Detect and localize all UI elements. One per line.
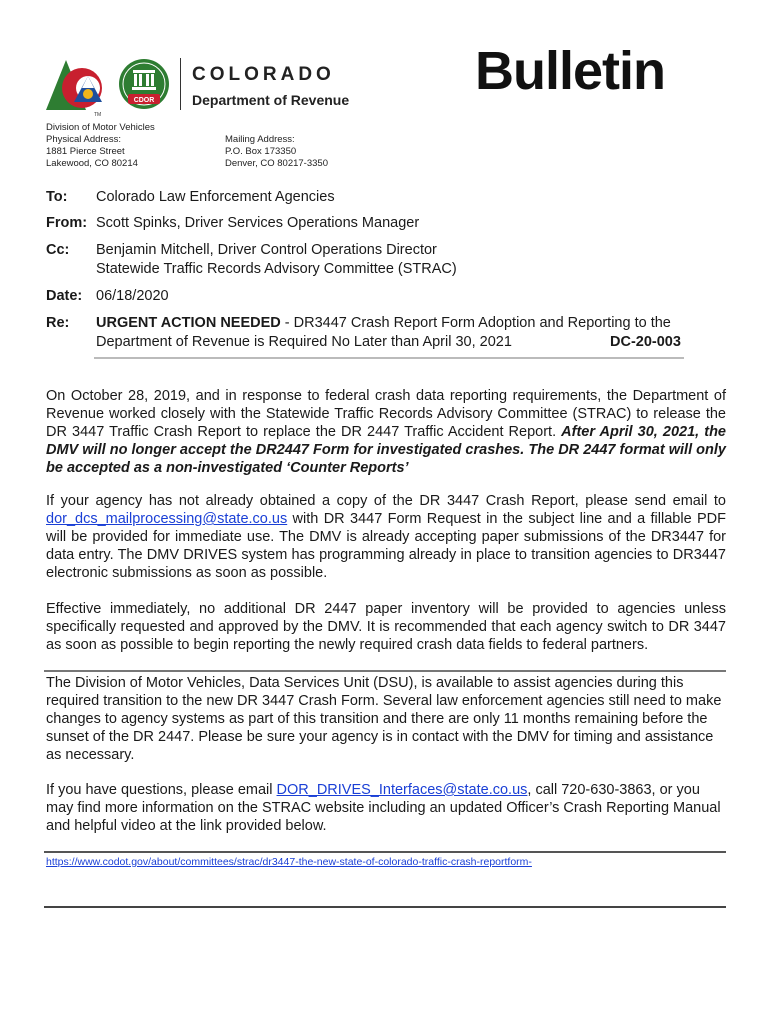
date-value: 06/18/2020 — [96, 288, 169, 304]
dcs-email-link[interactable]: dor_dcs_mailprocessing@state.co.us — [46, 511, 288, 527]
cc-value — [96, 241, 457, 279]
mailing-city: Denver, CO 80217-3350 — [225, 158, 328, 169]
bulletin-title: Bulletin — [475, 41, 665, 101]
re-subject: - DR3447 Crash Report Form Adoption and Reporting to the — [280, 315, 671, 331]
cc-line-1: Benjamin Mitchell, Driver Control Operations Director — [96, 242, 437, 258]
date-label: Date: — [46, 288, 83, 304]
mailing-box: P.O. Box 173350 — [225, 146, 297, 157]
to-value: Colorado Law Enforcement Agencies — [96, 189, 335, 205]
cc-label: Cc: — [46, 242, 70, 258]
re-urgent: URGENT ACTION NEEDED — [96, 315, 281, 331]
division-name: Division of Motor Vehicles — [46, 122, 155, 133]
paragraph-3: Effective immediately, no additional DR 2447 paper inventory will be provided to agencies unless specifically requested and approved by the DMV. It is recommended that each agency switch to DR 3447 as soon as possible to begin reporting the newly required crash data fields to federal partners. — [46, 601, 726, 653]
to-label: To: — [46, 189, 68, 205]
from-value: Scott Spinks, Driver Services Operations Manager — [96, 215, 420, 231]
link-divider-top — [44, 851, 726, 853]
header-divider — [94, 357, 684, 359]
re-line-2: Department of Revenue is Required No Later than April 30, 2021 — [96, 334, 512, 350]
physical-address-block — [46, 122, 155, 170]
physical-address-label: Physical Address: — [46, 134, 121, 145]
colorado-c-mark — [46, 60, 102, 118]
section-divider — [44, 670, 726, 672]
bulletin-number: DC-20-003 — [610, 334, 681, 350]
paragraph-4: The Division of Motor Vehicles, Data Services Unit (DSU), is available to assist agencies during this required transition to the new DR 3447 Crash Form. Several law enforcement agencies still need to make changes to agency systems as part of this transition and there are only 11 months remaining before the sunset of the DR 2447. Please be sure your agency is in contact with the DMV for timing and assistance as necessary. — [46, 675, 722, 763]
paragraph-2: If your agency has not already obtained a copy of the DR 3447 Crash Report, please send email to dor_dcs_mailprocessing@state.co.us with DR 3447 Form Request in the subject line and a fillable PDF will be provided for immediate use. The DMV is already accepting paper submissions of the DR3447 for data entry. The DMV DRIVES system has programming already in place to transition agencies to DR3447 electronic submissions as soon as possible. — [46, 493, 726, 581]
paragraph-1: On October 28, 2019, and in response to federal crash data reporting requirements, the Department of Revenue worked closely with the Statewide Traffic Records Advisory Committee (STRAC) to release the DR 3447 Traffic Crash Report to replace the DR 2447 Traffic Accident Report. After April 30, 2021, the DMV will no longer accept the DR2447 Form for investigated crashes. The DR 2447 format will only be accepted as a non-investigated ‘Counter Reports’ — [46, 388, 726, 476]
mailing-address-label: Mailing Address: — [225, 134, 295, 145]
re-label: Re: — [46, 315, 70, 331]
physical-city: Lakewood, CO 80214 — [46, 158, 138, 169]
paragraph-5: If you have questions, please email DOR_DRIVES_Interfaces@state.co.us, call 720-630-3863, or you may find more information on the STRAC website including an updated Officer’s Crash Reporting Manual and helpful video at the link provided below. — [46, 782, 721, 834]
mailing-address-block — [225, 134, 328, 170]
cdor-seal — [119, 59, 169, 109]
cc-line-2: Statewide Traffic Records Advisory Committee (STRAC) — [96, 261, 457, 277]
colorado-dor-logo — [44, 54, 374, 118]
org-name: COLORADO — [192, 64, 335, 85]
physical-street: 1881 Pierce Street — [46, 146, 125, 157]
paragraph-1-emphasis: After April 30, 2021, the DMV will no longer accept the DR2447 Form for investigated crashes. The DR 2447 format will only be accepted as a non-investigated ‘Counter Reports’ — [46, 424, 726, 476]
strac-website-link[interactable]: https://www.codot.gov/about/committees/strac/dr3447-the-new-state-of-colorado-traffic-crash-reportform- — [46, 856, 532, 868]
re-value — [96, 314, 696, 352]
link-divider-bottom — [44, 906, 726, 908]
drives-email-link[interactable]: DOR_DRIVES_Interfaces@state.co.us — [276, 782, 528, 798]
from-label: From: — [46, 215, 88, 231]
seal-label: CDOR — [133, 97, 155, 104]
svg-text:TM: TM — [94, 112, 102, 118]
dept-name: Department of Revenue — [192, 92, 350, 108]
